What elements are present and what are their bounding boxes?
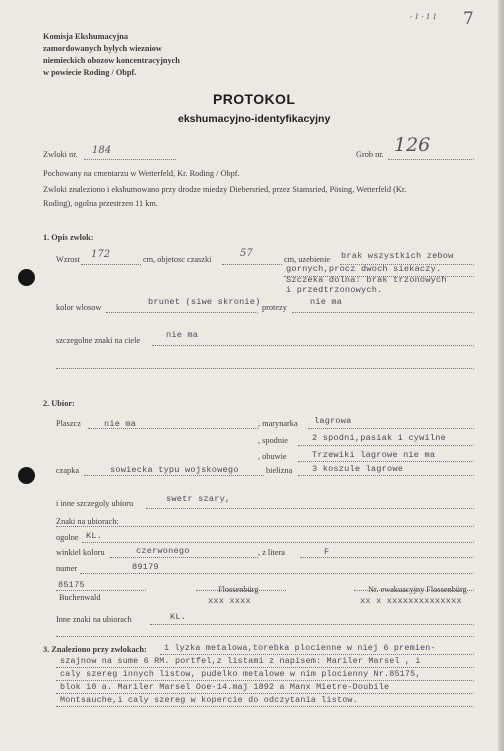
letter-value: F xyxy=(324,547,330,557)
number-value: 89179 xyxy=(132,562,159,572)
prosthesis-label: protezy xyxy=(262,303,287,312)
burial-line-2: Zwloki znaleziono i ekshumowano przy drodze miedzy Diebersried, przez Stamsried, Pösing, Wetterfeld (Kr. xyxy=(43,185,407,194)
burial-line-1: Pochowany na cmentarzu w Wetterfeld, Kr. Roding / Obpf. xyxy=(43,169,240,178)
section-clothing-heading: 2. Ubior: xyxy=(43,399,75,408)
findings-line-4: blok 10 a. Mariler Marsel Ooe-14.maj 1892 a Manx Mietre-Doubile xyxy=(60,682,390,692)
commission-line-3: niemieckich obozow koncentracyjnych xyxy=(43,56,180,65)
pants-label: , spodnie xyxy=(258,436,288,445)
commission-line-1: Komisja Ekshumacyjna xyxy=(43,32,129,41)
prosthesis-value: nie ma xyxy=(310,297,343,307)
evacuation-value: xx x xxxxxxxxxxxxxx xyxy=(360,596,462,606)
punch-hole-bottom xyxy=(18,467,35,484)
underwear-value: 3 koszule lagrowe xyxy=(312,464,404,474)
triangle-color-value: czerwonego xyxy=(136,546,190,556)
remains-label: Zwloki nr. xyxy=(43,150,78,159)
flossenburg-label: Flossenbürg xyxy=(218,585,259,594)
skull-value: 57 xyxy=(240,248,253,259)
other-marks-label: Inne znaki na ubiorach xyxy=(56,615,132,624)
commission-line-4: w powiecie Roding / Obpf. xyxy=(43,68,137,77)
grave-number: 126 xyxy=(394,134,431,156)
body-marks-value: nie ma xyxy=(166,330,199,340)
punch-hole-top xyxy=(18,269,35,286)
document-subtitle: ekshumacyjno-identyfikacyjny xyxy=(178,113,331,125)
number-label: numer xyxy=(56,564,78,573)
cap-label: czapka xyxy=(56,466,80,475)
section-findings-heading: 3. Znaleziono przy zwlokach: xyxy=(43,645,147,654)
pants-value: 2 spodni,pasiak i cywilne xyxy=(312,433,446,443)
commission-header xyxy=(43,31,180,79)
coat-label: Plaszcz xyxy=(56,419,81,428)
page-number: 7 xyxy=(463,9,474,29)
body-marks-label: szczegolne znaki na ciele xyxy=(56,336,141,345)
findings-line-2: szajnow na sume 6 RM. portfel,z listami z napisem: Mariler Marsel , i xyxy=(60,656,421,666)
corner-mark: - 1 - 1 1 xyxy=(410,13,437,21)
underwear-label: bielizna xyxy=(266,466,293,475)
jacket-label: , marynarka xyxy=(258,419,298,428)
findings-line-5: Montsauche,i caly szereg w kopercie do odczytania listow. xyxy=(60,695,358,705)
page-edge-shadow xyxy=(498,0,504,751)
findings-line-3: caly szereg innych listow, pudelko metalowe w nim plocienny Nr.85175, xyxy=(60,669,421,679)
other-marks-value: KL. xyxy=(170,612,187,622)
teeth-label: cm, uzebienie xyxy=(284,255,331,264)
findings-line-1: 1 lyzka metalowa,torebka plocienne w niej 6 premien- xyxy=(164,643,436,653)
coat-value: nie ma xyxy=(104,419,137,429)
letter-label: , z litera xyxy=(258,548,285,557)
shoes-value: Trzewiki lagrowe nie ma xyxy=(312,450,436,460)
other-details-value: swetr szary, xyxy=(166,494,231,504)
grave-label: Grob nr. xyxy=(356,150,384,159)
height-value: 172 xyxy=(91,249,111,260)
skull-label: cm, objetosc czaszki xyxy=(143,255,212,264)
teeth-line-2: gornych,procz dwoch siekaczy. xyxy=(286,264,442,274)
cap-value: sowiecka typu wojskowego xyxy=(110,465,239,475)
commission-line-2: zamordowanych bylych wiezniow xyxy=(43,44,162,53)
flossenburg-value: xxx xxxx xyxy=(208,596,251,606)
triangle-color-label: winkiel koloru xyxy=(56,548,105,557)
hair-value: brunet (siwe skronie) xyxy=(148,297,261,307)
section-body-heading: 1. Opis zwlok: xyxy=(43,233,94,242)
general-mark-value: KL. xyxy=(86,531,103,541)
clothing-marks-heading: Znaki na ubiorach: xyxy=(56,517,119,526)
hair-label: kolor wlosow xyxy=(56,303,102,312)
teeth-line-4: i przedtrzonowych. xyxy=(286,285,383,295)
document-title: PROTOKOL xyxy=(213,91,296,107)
general-mark-label: ogolne xyxy=(56,533,79,542)
teeth-line-1: brak wszystkich zebow xyxy=(341,251,454,261)
teeth-line-3: Szczeka dolna: brak trzonowych xyxy=(286,275,447,285)
buchenwald-label: Buchenwald xyxy=(59,593,101,602)
other-details-label: i inne szczegoly ubioru xyxy=(56,499,134,508)
jacket-value: lagrowa xyxy=(314,416,352,426)
height-label: Wzrost xyxy=(56,255,80,264)
buchenwald-number: 85175 xyxy=(58,580,85,590)
burial-line-3: Roding), ogolna przestrzen 11 km. xyxy=(43,199,158,208)
remains-number: 184 xyxy=(92,145,112,156)
shoes-label: , obuwie xyxy=(258,452,287,461)
evacuation-label: Nr. ewakuacyjny Flossenbürg xyxy=(368,585,467,594)
